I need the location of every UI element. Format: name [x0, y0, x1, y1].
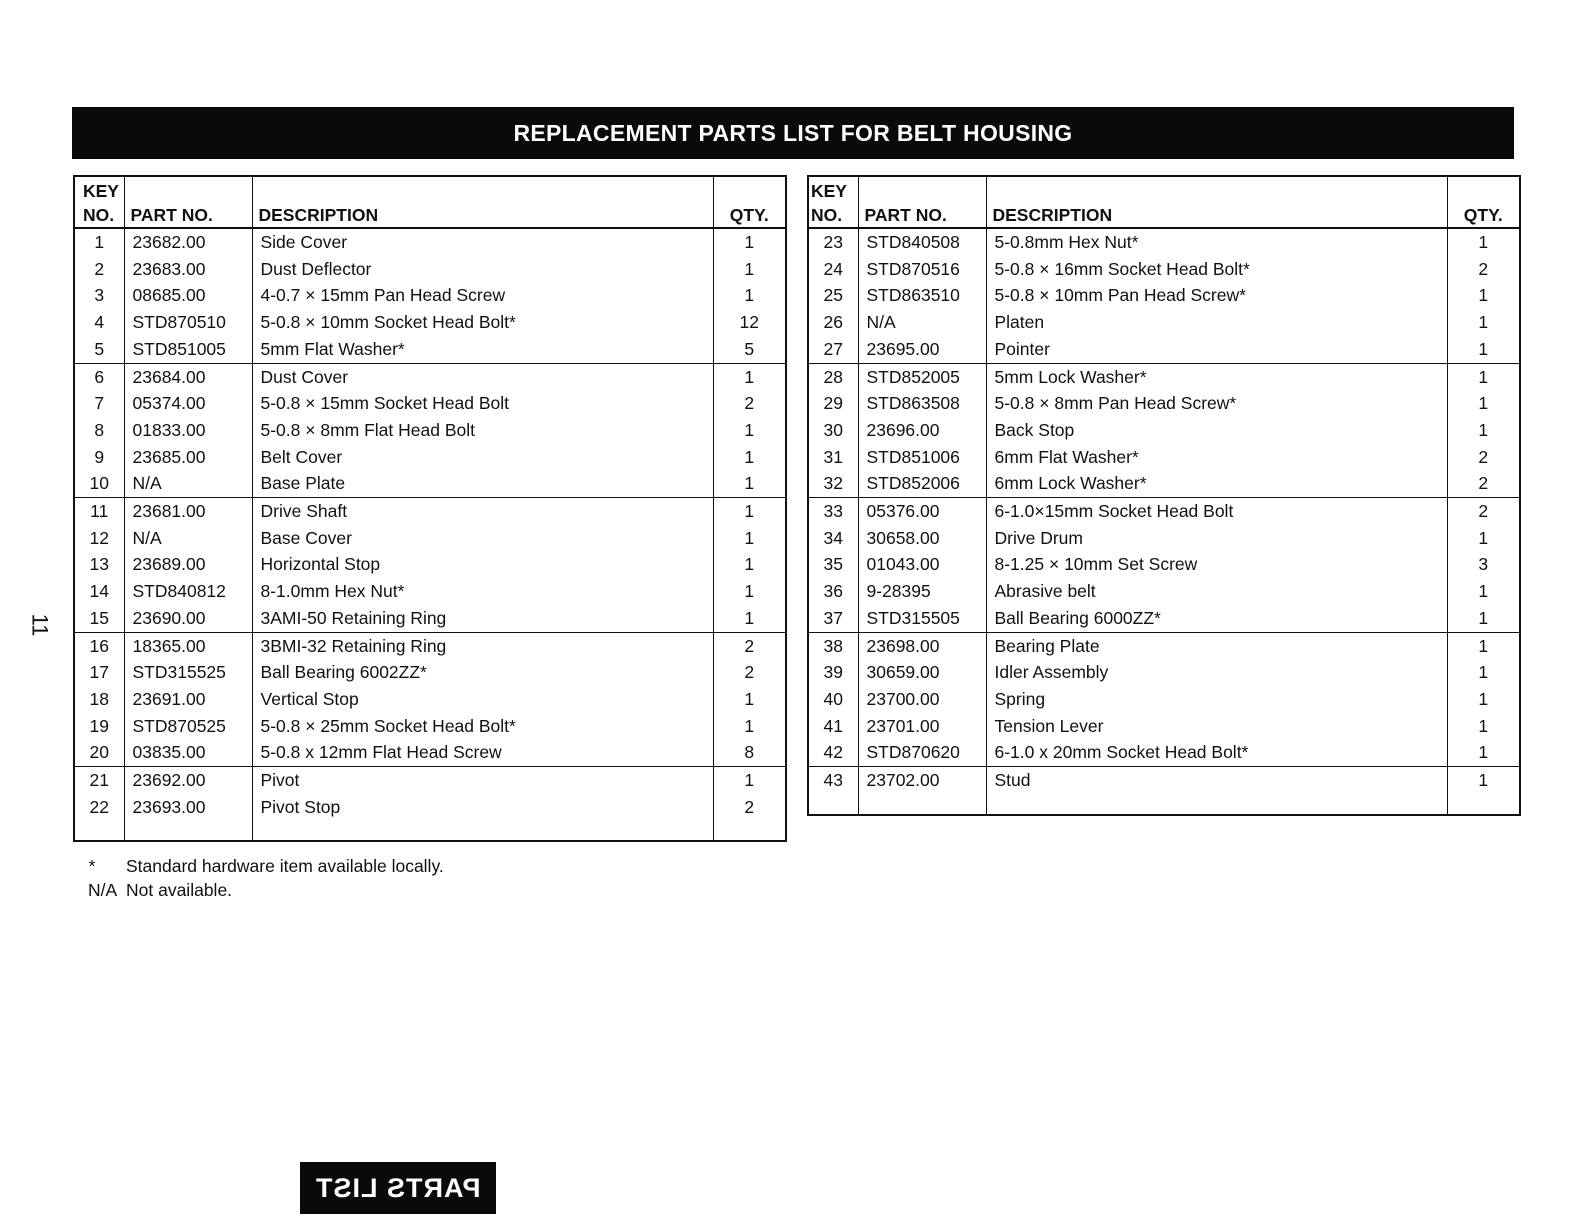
qty-cell: 1	[1478, 581, 1489, 602]
part-no-cell: N/A	[124, 525, 252, 552]
table-row	[808, 767, 1520, 794]
table-row	[74, 228, 786, 256]
section-tab	[300, 1162, 496, 1214]
key-no-cell: 8	[74, 417, 124, 444]
qty-cell: 1	[1478, 742, 1489, 763]
key-no-cell: 25	[808, 282, 858, 309]
table-row	[808, 525, 1520, 552]
key-no-cell: 19	[74, 713, 124, 740]
table-row	[808, 228, 1520, 256]
description-cell: 5-0.8 × 10mm Pan Head Screw*	[986, 282, 1447, 309]
qty-cell: 1	[713, 498, 786, 525]
empty-cell	[713, 820, 786, 841]
part-no-cell: 23682.00	[124, 228, 252, 256]
qty-cell: 2	[713, 632, 786, 659]
header-description: DESCRIPTION	[986, 176, 1447, 228]
key-no-cell: 17	[74, 659, 124, 686]
qty-cell: 2	[744, 796, 755, 817]
description-cell: Belt Cover	[252, 444, 713, 471]
qty-cell: 1	[744, 581, 755, 602]
qty-cell: 1	[744, 715, 755, 736]
table-row	[74, 578, 786, 605]
qty-cell: 1	[1478, 338, 1489, 359]
table-row	[74, 282, 786, 309]
qty-cell: 1	[744, 554, 755, 575]
key-no-cell: 18	[74, 686, 124, 713]
table-row	[74, 256, 786, 283]
key-no-cell: 42	[808, 739, 858, 766]
qty-cell: 1	[744, 232, 755, 252]
part-no-cell: 05376.00	[858, 498, 986, 525]
table-row	[74, 444, 786, 471]
key-no-cell: 33	[808, 498, 858, 525]
key-no-cell: 9	[74, 444, 124, 471]
table-row	[808, 363, 1520, 390]
key-no-cell: 20	[74, 739, 124, 766]
table-row	[808, 632, 1520, 659]
qty-cell: 1	[1478, 419, 1489, 440]
description-cell: Drive Shaft	[252, 498, 713, 525]
qty-cell: 1	[744, 258, 755, 279]
table-spacer-row	[74, 820, 786, 841]
table-row	[808, 417, 1520, 444]
qty-cell: 2	[1478, 446, 1489, 467]
key-no-cell: 24	[808, 256, 858, 283]
table-row	[74, 794, 786, 821]
header-part-no: PART NO.	[858, 176, 986, 228]
qty-cell: 2	[744, 393, 755, 414]
qty-cell: 2	[744, 662, 755, 683]
table-row	[74, 551, 786, 578]
table-row	[808, 256, 1520, 283]
header-key-no: KEY NO.	[74, 176, 124, 228]
empty-cell	[124, 820, 252, 841]
key-no-cell: 5	[74, 336, 124, 363]
table-row	[74, 336, 786, 363]
table-header-row	[74, 176, 786, 228]
page-title: REPLACEMENT PARTS LIST FOR BELT HOUSING	[513, 119, 1073, 146]
qty-cell: 12	[739, 312, 759, 333]
empty-cell	[74, 820, 124, 841]
description-cell: Idler Assembly	[986, 659, 1447, 686]
part-no-cell: 01043.00	[858, 551, 986, 578]
table-row	[808, 739, 1520, 766]
table-row	[808, 686, 1520, 713]
empty-cell	[858, 794, 986, 815]
description-cell: 6mm Flat Washer*	[986, 444, 1447, 471]
table-row	[74, 739, 786, 766]
table-row	[74, 390, 786, 417]
key-no-cell: 12	[74, 525, 124, 552]
empty-cell	[1447, 794, 1520, 815]
table-row	[808, 390, 1520, 417]
part-no-cell: 23684.00	[124, 363, 252, 390]
key-no-cell: 23	[808, 228, 858, 256]
key-no-cell: 21	[74, 767, 124, 794]
qty-cell: 1	[744, 688, 755, 709]
part-no-cell: 08685.00	[124, 282, 252, 309]
table-row	[74, 470, 786, 497]
key-no-cell: 2	[74, 256, 124, 283]
table-row	[74, 309, 786, 336]
description-cell: 4-0.7 × 15mm Pan Head Screw	[252, 282, 713, 309]
header-qty: QTY.	[1447, 176, 1520, 228]
key-no-cell: 22	[74, 794, 124, 821]
qty-cell: 1	[744, 285, 755, 306]
key-no-cell: 16	[74, 632, 124, 659]
header-part-no: PART NO.	[124, 176, 252, 228]
description-cell: 3BMI-32 Retaining Ring	[252, 632, 713, 659]
key-no-cell: 35	[808, 551, 858, 578]
table-row	[808, 309, 1520, 336]
description-cell: 5-0.8 x 12mm Flat Head Screw	[252, 739, 713, 766]
key-no-cell: 1	[74, 228, 124, 256]
empty-cell	[808, 794, 858, 815]
header-description: DESCRIPTION	[252, 176, 713, 228]
description-cell: 5-0.8 × 8mm Flat Head Bolt	[252, 417, 713, 444]
table-row	[74, 713, 786, 740]
key-no-cell: 30	[808, 417, 858, 444]
table-header-row	[808, 176, 1520, 228]
header-key-no: KEY NO.	[808, 176, 858, 228]
key-no-cell: 7	[74, 390, 124, 417]
part-no-cell: 23695.00	[858, 336, 986, 363]
description-cell: Back Stop	[986, 417, 1447, 444]
part-no-cell: 23683.00	[124, 256, 252, 283]
key-no-cell: 37	[808, 605, 858, 632]
part-no-cell: 23696.00	[858, 417, 986, 444]
qty-cell: 1	[1447, 632, 1520, 659]
qty-cell: 1	[1478, 232, 1489, 252]
key-no-cell: 6	[74, 363, 124, 390]
key-no-cell: 28	[808, 363, 858, 390]
key-no-cell: 11	[74, 498, 124, 525]
table-row	[808, 282, 1520, 309]
part-no-cell: 30659.00	[858, 659, 986, 686]
part-no-cell: 9-28395	[858, 578, 986, 605]
table-row	[808, 336, 1520, 363]
qty-cell: 3	[1478, 554, 1489, 575]
description-cell: Bearing Plate	[986, 632, 1447, 659]
description-cell: Vertical Stop	[252, 686, 713, 713]
part-no-cell: 05374.00	[124, 390, 252, 417]
description-cell: Pivot	[252, 767, 713, 794]
table-spacer-row	[808, 794, 1520, 815]
key-no-cell: 39	[808, 659, 858, 686]
description-cell: Dust Cover	[252, 363, 713, 390]
footnote-not-available	[88, 878, 444, 902]
qty-cell: 1	[1478, 393, 1489, 414]
qty-cell: 1	[744, 446, 755, 467]
description-cell: Ball Bearing 6002ZZ*	[252, 659, 713, 686]
part-no-cell: 23685.00	[124, 444, 252, 471]
key-no-cell: 43	[808, 767, 858, 794]
table-row	[74, 417, 786, 444]
part-no-cell: 23692.00	[124, 767, 252, 794]
description-cell: 5-0.8 × 25mm Socket Head Bolt*	[252, 713, 713, 740]
description-cell: 6mm Lock Washer*	[986, 470, 1447, 497]
part-no-cell: STD863510	[858, 282, 986, 309]
key-no-cell: 38	[808, 632, 858, 659]
qty-cell: 1	[744, 607, 755, 628]
part-no-cell: 23701.00	[858, 713, 986, 740]
part-no-cell: 03835.00	[124, 739, 252, 766]
part-no-cell: N/A	[124, 470, 252, 497]
table-row	[808, 470, 1520, 497]
part-no-cell: STD852006	[858, 470, 986, 497]
description-cell: 5mm Lock Washer*	[986, 363, 1447, 390]
table-row	[74, 363, 786, 390]
qty-cell: 1	[1478, 688, 1489, 709]
qty-cell: 1	[713, 363, 786, 390]
footnote-symbol: N/A	[88, 880, 118, 900]
qty-cell: 1	[1478, 312, 1489, 333]
description-cell: 5-0.8 × 15mm Socket Head Bolt	[252, 390, 713, 417]
description-cell: Base Plate	[252, 470, 713, 497]
key-no-cell: 27	[808, 336, 858, 363]
description-cell: Drive Drum	[986, 525, 1447, 552]
key-no-cell: 29	[808, 390, 858, 417]
key-no-cell: 13	[74, 551, 124, 578]
part-no-cell: 23700.00	[858, 686, 986, 713]
table-row	[74, 632, 786, 659]
part-no-cell: STD315505	[858, 605, 986, 632]
section-tab-label: PARTS LIST	[315, 1172, 481, 1203]
key-no-cell: 4	[74, 309, 124, 336]
qty-cell: 1	[713, 767, 786, 794]
description-cell: Pointer	[986, 336, 1447, 363]
key-no-cell: 15	[74, 605, 124, 632]
part-no-cell: STD840508	[858, 228, 986, 256]
part-no-cell: 23681.00	[124, 498, 252, 525]
empty-cell	[252, 820, 713, 841]
footnotes	[88, 854, 444, 902]
footnote-text: Not available.	[126, 880, 233, 900]
table-row	[74, 498, 786, 525]
qty-cell: 1	[744, 527, 755, 548]
table-row	[808, 551, 1520, 578]
empty-cell	[986, 794, 1447, 815]
qty-cell: 8	[744, 742, 755, 763]
qty-cell: 1	[1478, 285, 1489, 306]
part-no-cell: STD851005	[124, 336, 252, 363]
part-no-cell: STD851006	[858, 444, 986, 471]
key-no-cell: 41	[808, 713, 858, 740]
table-row	[74, 605, 786, 632]
qty-cell: 1	[744, 419, 755, 440]
part-no-cell: STD840812	[124, 578, 252, 605]
part-no-cell: 30658.00	[858, 525, 986, 552]
part-no-cell: 23693.00	[124, 794, 252, 821]
description-cell: Spring	[986, 686, 1447, 713]
qty-cell: 1	[1478, 607, 1489, 628]
key-no-cell: 31	[808, 444, 858, 471]
table-row	[808, 659, 1520, 686]
key-no-cell: 14	[74, 578, 124, 605]
key-no-cell: 10	[74, 470, 124, 497]
page-title-banner	[72, 107, 1514, 159]
part-no-cell: 18365.00	[124, 632, 252, 659]
description-cell: Base Cover	[252, 525, 713, 552]
part-no-cell: STD870510	[124, 309, 252, 336]
table-row	[74, 686, 786, 713]
part-no-cell: 01833.00	[124, 417, 252, 444]
page-number: 11	[27, 613, 53, 637]
description-cell: 5-0.8 × 16mm Socket Head Bolt*	[986, 256, 1447, 283]
description-cell: Tension Lever	[986, 713, 1447, 740]
description-cell: Abrasive belt	[986, 578, 1447, 605]
qty-cell: 1	[1447, 767, 1520, 794]
description-cell: 5-0.8 × 10mm Socket Head Bolt*	[252, 309, 713, 336]
description-cell: 5-0.8mm Hex Nut*	[986, 228, 1447, 256]
table-row	[808, 713, 1520, 740]
key-no-cell: 26	[808, 309, 858, 336]
part-no-cell: 23702.00	[858, 767, 986, 794]
part-no-cell: STD863508	[858, 390, 986, 417]
qty-cell: 1	[1478, 662, 1489, 683]
description-cell: 6-1.0 x 20mm Socket Head Bolt*	[986, 739, 1447, 766]
description-cell: Pivot Stop	[252, 794, 713, 821]
key-no-cell: 34	[808, 525, 858, 552]
part-no-cell: STD870516	[858, 256, 986, 283]
description-cell: Ball Bearing 6000ZZ*	[986, 605, 1447, 632]
header-qty: QTY.	[713, 176, 786, 228]
table-row	[808, 578, 1520, 605]
qty-cell: 1	[744, 473, 755, 494]
description-cell: Stud	[986, 767, 1447, 794]
description-cell: 8-1.0mm Hex Nut*	[252, 578, 713, 605]
footnote-symbol: *	[88, 856, 96, 876]
footnote-standard-hardware	[88, 854, 444, 878]
table-row	[74, 767, 786, 794]
parts-table-right	[807, 175, 1521, 816]
part-no-cell: STD315525	[124, 659, 252, 686]
description-cell: 6-1.0×15mm Socket Head Bolt	[986, 498, 1447, 525]
part-no-cell: 23691.00	[124, 686, 252, 713]
qty-cell: 5	[744, 338, 755, 359]
part-no-cell: 23689.00	[124, 551, 252, 578]
part-no-cell: STD870620	[858, 739, 986, 766]
part-no-cell: N/A	[858, 309, 986, 336]
description-cell: Platen	[986, 309, 1447, 336]
qty-cell: 1	[1478, 715, 1489, 736]
part-no-cell: STD870525	[124, 713, 252, 740]
table-row	[808, 444, 1520, 471]
parts-table-left	[73, 175, 787, 842]
table-row	[74, 659, 786, 686]
qty-cell: 1	[1447, 363, 1520, 390]
qty-cell: 2	[1478, 473, 1489, 494]
qty-cell: 2	[1478, 258, 1489, 279]
part-no-cell: STD852005	[858, 363, 986, 390]
key-no-cell: 36	[808, 578, 858, 605]
part-no-cell: 23698.00	[858, 632, 986, 659]
footnote-text: Standard hardware item available locally.	[126, 856, 444, 876]
table-row	[808, 498, 1520, 525]
key-no-cell: 40	[808, 686, 858, 713]
description-cell: Dust Deflector	[252, 256, 713, 283]
qty-cell: 1	[1478, 527, 1489, 548]
key-no-cell: 3	[74, 282, 124, 309]
qty-cell: 2	[1447, 498, 1520, 525]
key-no-cell: 32	[808, 470, 858, 497]
table-row	[74, 525, 786, 552]
description-cell: 5-0.8 × 8mm Pan Head Screw*	[986, 390, 1447, 417]
description-cell: 3AMI-50 Retaining Ring	[252, 605, 713, 632]
table-row	[808, 605, 1520, 632]
part-no-cell: 23690.00	[124, 605, 252, 632]
description-cell: Side Cover	[252, 228, 713, 256]
description-cell: 8-1.25 × 10mm Set Screw	[986, 551, 1447, 578]
description-cell: Horizontal Stop	[252, 551, 713, 578]
description-cell: 5mm Flat Washer*	[252, 336, 713, 363]
